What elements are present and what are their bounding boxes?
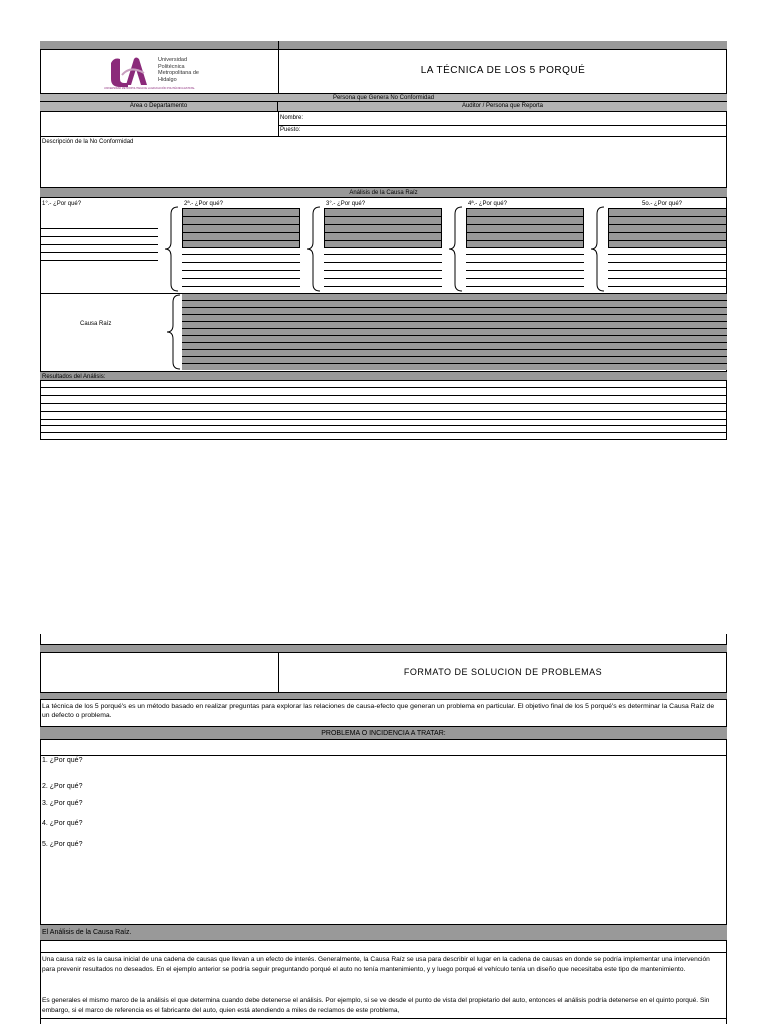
form1-top-strip	[40, 41, 727, 50]
brace-icon	[306, 206, 322, 292]
brace-icon	[590, 206, 606, 292]
form2-title: FORMATO DE SOLUCION DE PROBLEMAS	[403, 667, 603, 677]
why-header-3: 3°.- ¿Por qué?	[326, 201, 366, 207]
brace-icon	[448, 206, 464, 292]
uni-logo-icon	[108, 55, 150, 89]
nombre-label: Nombre:	[280, 115, 304, 121]
auditor-header: Auditor / Persona que Reporta	[278, 102, 727, 112]
analisis-header: Análisis de la Causa Raíz	[40, 188, 727, 198]
why-answers-2	[182, 208, 300, 248]
descripcion-label: Descripción de la No Conformidad	[42, 139, 134, 145]
why-header-1: 1°.- ¿Por qué?	[42, 201, 82, 207]
why-answers-5	[608, 208, 727, 248]
why-4: 4. ¿Por qué?	[42, 820, 83, 827]
area-depto-header: Área o Departamento	[40, 102, 278, 112]
why-header-5: 5o.- ¿Por qué?	[642, 201, 683, 207]
logo-line-2: Politécnica	[158, 63, 185, 70]
why-2: 2. ¿Por qué?	[42, 783, 83, 790]
problema-header: PROBLEMA O INCIDENCIA A TRATAR:	[40, 726, 727, 740]
why-5: 5. ¿Por qué?	[42, 841, 83, 848]
brace-icon	[166, 294, 182, 370]
causa-raiz-label: Causa Raíz	[80, 321, 112, 327]
form2-intro: La técnica de los 5 porqué's es un método basado en realizar preguntas para explorar las relaciones de causa-efecto que generan un problema en particular. El objetivo final de los 5 porqué's es determinar la Causa Raíz de un defecto o problema.	[42, 703, 715, 719]
logo-subtext: UNIVERSIDAD METROPOLITANA DE LA EDUCACIÓN POLITÉCNICA ESTATAL	[104, 87, 195, 90]
analisis-para-2: Es generales el mismo marco de la análisis el que determina cuando debe detenerse el análisis. Por ejemplo, si se ve desde el punto de vista del propietario del auto, entonces el análisis podría detenerse en el quinto porqué. Sin embargo, si el marco de referencia es el fabricante del auto, quien está atendiendo a miles de reclamos de este problema,	[42, 997, 710, 1014]
brace-icon	[164, 206, 180, 292]
form1-title: LA TÉCNICA DE LOS 5 PORQUÉ	[420, 65, 586, 76]
persona-genera-header: Persona que Genera No Conformidad	[40, 93, 727, 102]
resultados-header: Resultados del Análisis:	[40, 371, 727, 381]
why-1: 1. ¿Por qué?	[42, 757, 83, 764]
why-header-4: 4ª.- ¿Por qué?	[468, 201, 507, 207]
why-answers-3	[324, 208, 442, 248]
why-3: 3. ¿Por qué?	[42, 800, 83, 807]
logo-line-4: Hidalgo	[158, 76, 177, 83]
why-answers-4	[466, 208, 584, 248]
form2-top-strip	[40, 644, 727, 653]
form-solucion-problemas	[40, 634, 727, 1024]
form-5-porque	[40, 41, 727, 440]
form2-strip-2	[40, 692, 727, 700]
logo-line-1: Universidad	[158, 57, 188, 63]
analisis-label: El Análisis de la Causa Raíz.	[40, 924, 727, 941]
why-header-2: 2ª.- ¿Por qué?	[184, 201, 223, 207]
logo-line-3: Metropolitana de	[158, 70, 199, 76]
puesto-label: Puesto:	[280, 127, 301, 133]
university-logo	[104, 55, 218, 91]
analisis-para-1: Una causa raíz es la causa inicial de una cadena de causas que llevan a un efecto de interés. Generalmente, la Causa Raíz se usa para describir el lugar en la cadena de causas en donde se podría implementar una intervención para prevenir resultados no deseados. En el ejemplo anterior se podría seguir preguntando porqué el auto no tenía mantenimiento, y y luego porqué el vehículo tenía un diseño que necesitaba este tipo de mantenimiento.	[42, 956, 710, 973]
causa-raiz-block	[182, 294, 727, 370]
